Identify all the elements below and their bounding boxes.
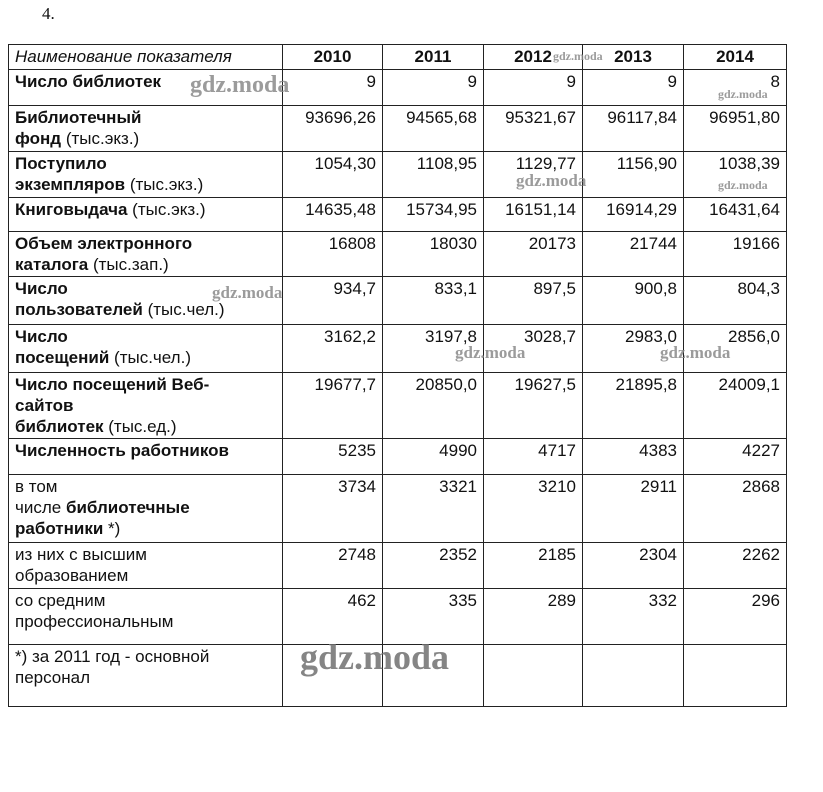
row-label xyxy=(9,232,283,277)
table-header-row xyxy=(9,45,787,70)
cell-value: 14635,48 xyxy=(283,198,383,232)
cell-value: 3321 xyxy=(383,475,484,543)
cell-value: 21744 xyxy=(583,232,684,277)
cell-value: 335 xyxy=(383,589,484,645)
cell-value: 9 xyxy=(583,70,684,106)
row-label xyxy=(9,106,283,152)
cell-value: 462 xyxy=(283,589,383,645)
cell-value: 897,5 xyxy=(484,277,583,325)
cell-value: 9 xyxy=(484,70,583,106)
cell-value: 289 xyxy=(484,589,583,645)
cell-value: 19166 xyxy=(684,232,787,277)
row-label-part: фонд xyxy=(15,129,62,148)
row-label-part: Число xyxy=(15,279,68,298)
row-label xyxy=(9,475,283,543)
column-header-year: 2012 xyxy=(484,45,583,70)
cell-value xyxy=(383,645,484,707)
row-label-part: Библиотечный xyxy=(15,108,142,127)
cell-value: 5235 xyxy=(283,439,383,475)
table-row xyxy=(9,475,787,543)
row-label-part: работники xyxy=(15,519,104,538)
row-label-part: Поступило xyxy=(15,154,107,173)
row-label-part: библиотечные xyxy=(65,498,190,517)
cell-value: 900,8 xyxy=(583,277,684,325)
row-label-part: *) за 2011 год - основной xyxy=(15,647,210,666)
row-label-part: экземпляров xyxy=(15,175,126,194)
cell-value: 3197,8 xyxy=(383,325,484,373)
cell-value: 4227 xyxy=(684,439,787,475)
cell-value xyxy=(684,645,787,707)
row-label-part: сайтов xyxy=(15,396,74,415)
table-row xyxy=(9,589,787,645)
row-label-part: Число библиотек xyxy=(15,72,162,91)
row-label xyxy=(9,645,283,707)
cell-value: 1038,39 xyxy=(684,152,787,198)
cell-value: 9 xyxy=(383,70,484,106)
cell-value xyxy=(283,645,383,707)
table-row xyxy=(9,70,787,106)
row-label-part: из них с высшим xyxy=(15,545,147,564)
cell-value: 2262 xyxy=(684,543,787,589)
cell-value: 2748 xyxy=(283,543,383,589)
column-header-year: 2013 xyxy=(583,45,684,70)
table-row xyxy=(9,645,787,707)
cell-value: 1108,95 xyxy=(383,152,484,198)
cell-value: 9 xyxy=(283,70,383,106)
table-row xyxy=(9,373,787,439)
watermark: gdz.moda xyxy=(553,49,603,63)
cell-value: 2911 xyxy=(583,475,684,543)
table-row xyxy=(9,198,787,232)
column-header-name: Наименование показателя xyxy=(9,45,283,70)
cell-value: 3162,2 xyxy=(283,325,383,373)
row-label-part: образованием xyxy=(15,566,129,585)
row-label xyxy=(9,589,283,645)
row-label-part: *) xyxy=(103,519,121,538)
cell-value: 16151,14 xyxy=(484,198,583,232)
watermark: gdz.moda xyxy=(300,637,450,677)
cell-value: 20173 xyxy=(484,232,583,277)
cell-value: 2856,0 xyxy=(684,325,787,373)
row-label xyxy=(9,152,283,198)
cell-value: 1129,77 xyxy=(484,152,583,198)
row-label-part: (тыс.ед.) xyxy=(103,417,177,436)
cell-value: 934,7 xyxy=(283,277,383,325)
row-label xyxy=(9,543,283,589)
cell-value: 4990 xyxy=(383,439,484,475)
cell-value: 2185 xyxy=(484,543,583,589)
cell-value: 93696,26 xyxy=(283,106,383,152)
row-label-part: (тыс.чел.) xyxy=(142,300,225,319)
row-label xyxy=(9,439,283,475)
row-label xyxy=(9,325,283,373)
cell-value: 96951,80 xyxy=(684,106,787,152)
cell-value: 3028,7 xyxy=(484,325,583,373)
row-label-part: Численность работников xyxy=(15,441,229,460)
row-label-part: посещений xyxy=(15,348,110,367)
cell-value: 4717 xyxy=(484,439,583,475)
cell-value: 94565,68 xyxy=(383,106,484,152)
column-header-year: 2010 xyxy=(283,45,383,70)
cell-value: 21895,8 xyxy=(583,373,684,439)
column-header-year: 2014 xyxy=(684,45,787,70)
cell-value: 18030 xyxy=(383,232,484,277)
cell-value: 24009,1 xyxy=(684,373,787,439)
row-label-part: (тыс.экз.) xyxy=(125,175,204,194)
library-statistics-table xyxy=(8,44,787,707)
cell-value: 16808 xyxy=(283,232,383,277)
row-label-part: Объем электронного xyxy=(15,234,193,253)
row-label-part: (тыс.экз.) xyxy=(127,200,206,219)
table-row xyxy=(9,232,787,277)
row-label-part: персонал xyxy=(15,668,91,687)
cell-value: 2304 xyxy=(583,543,684,589)
cell-value: 8 xyxy=(684,70,787,106)
row-label xyxy=(9,198,283,232)
cell-value: 95321,67 xyxy=(484,106,583,152)
cell-value: 296 xyxy=(684,589,787,645)
table-row xyxy=(9,325,787,373)
cell-value: 16431,64 xyxy=(684,198,787,232)
row-label-part: Число xyxy=(15,327,68,346)
row-label-part: (тыс.чел.) xyxy=(109,348,191,367)
watermark: gdz.moda xyxy=(718,87,768,101)
watermark: gdz.moda xyxy=(660,343,731,362)
watermark: gdz.moda xyxy=(212,283,283,302)
cell-value: 19627,5 xyxy=(484,373,583,439)
row-label-part: (тыс.экз.) xyxy=(61,129,140,148)
column-header-year: 2011 xyxy=(383,45,484,70)
cell-value: 2868 xyxy=(684,475,787,543)
row-label xyxy=(9,373,283,439)
cell-value: 20850,0 xyxy=(383,373,484,439)
row-label-part: со средним xyxy=(15,591,106,610)
cell-value: 1156,90 xyxy=(583,152,684,198)
watermark: gdz.moda xyxy=(190,72,290,98)
cell-value: 96117,84 xyxy=(583,106,684,152)
cell-value: 19677,7 xyxy=(283,373,383,439)
row-label xyxy=(9,277,283,325)
cell-value xyxy=(484,645,583,707)
cell-value: 3734 xyxy=(283,475,383,543)
row-label-part: библиотек xyxy=(15,417,104,436)
cell-value: 15734,95 xyxy=(383,198,484,232)
table-row xyxy=(9,277,787,325)
cell-value: 1054,30 xyxy=(283,152,383,198)
cell-value: 2983,0 xyxy=(583,325,684,373)
row-label-part: Число посещений Веб- xyxy=(15,375,210,394)
cell-value: 833,1 xyxy=(383,277,484,325)
row-label-part: каталога xyxy=(15,255,89,274)
task-number: 4. xyxy=(42,4,55,23)
row-label xyxy=(9,70,283,106)
row-label-part: профессиональным xyxy=(15,612,174,631)
watermark: gdz.moda xyxy=(455,343,526,362)
table-row xyxy=(9,152,787,198)
cell-value: 4383 xyxy=(583,439,684,475)
table-row xyxy=(9,439,787,475)
cell-value: 804,3 xyxy=(684,277,787,325)
row-label-part: числе xyxy=(15,498,66,517)
cell-value: 332 xyxy=(583,589,684,645)
row-label-part: Книговыдача xyxy=(15,200,128,219)
cell-value xyxy=(583,645,684,707)
row-label-part: в том xyxy=(15,477,58,496)
watermark: gdz.moda xyxy=(718,178,768,192)
cell-value: 2352 xyxy=(383,543,484,589)
row-label-part: (тыс.зап.) xyxy=(88,255,169,274)
table-row xyxy=(9,106,787,152)
row-label-part: пользователей xyxy=(15,300,143,319)
watermark: gdz.moda xyxy=(516,171,587,190)
table-row xyxy=(9,543,787,589)
cell-value: 16914,29 xyxy=(583,198,684,232)
cell-value: 3210 xyxy=(484,475,583,543)
